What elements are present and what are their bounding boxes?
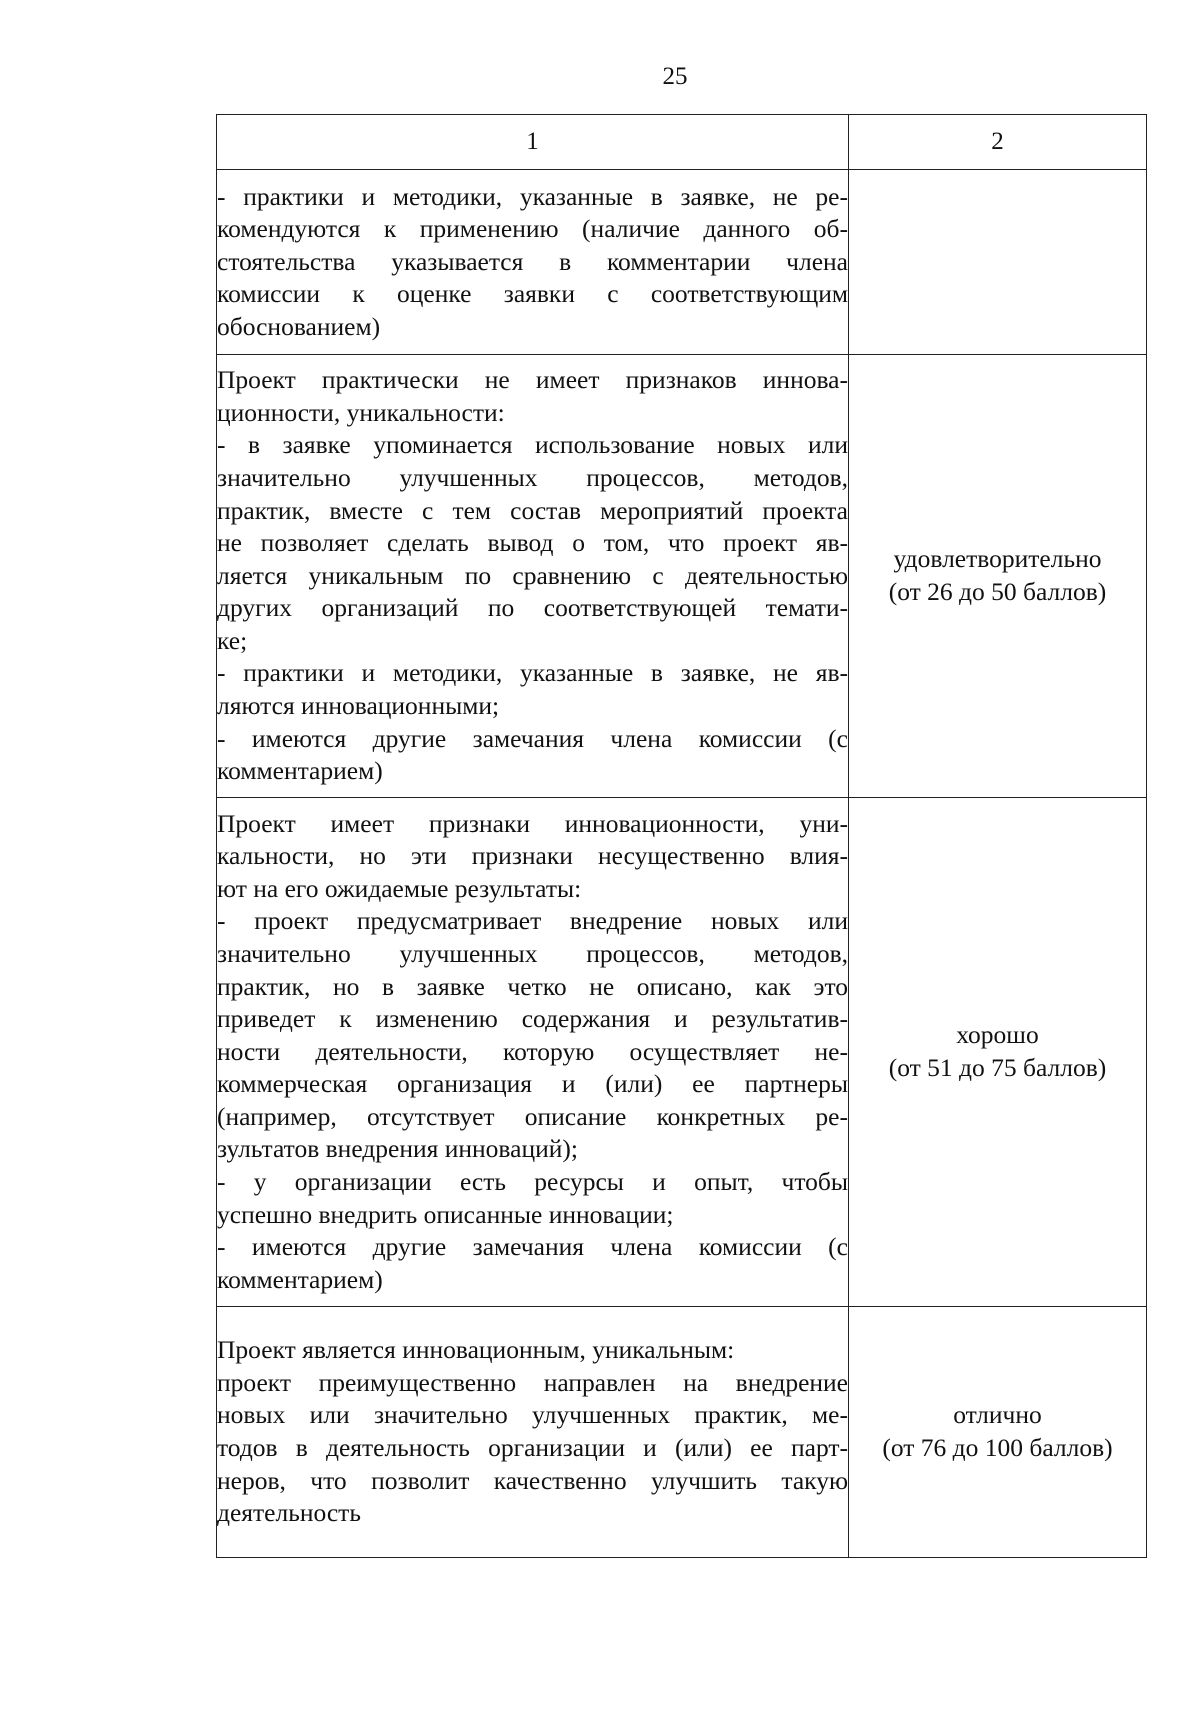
text-line: значительно улучшенных процессов, методов, [217,938,848,968]
score-rating: отлично [953,1400,1042,1430]
score-rating: хорошо [956,1020,1039,1050]
text-line: ют на его ожидаемые результаты: [217,873,582,903]
text-line: Проект имеет признаки инновационности, уни- [217,808,848,838]
score-range: (от 26 до 50 баллов) [888,577,1107,606]
text-line: - проект предусматривает внедрение новых или [217,906,848,936]
text-line: приведет к изменению содержания и результатив- [217,1004,848,1034]
text-line: зультатов внедрения инноваций); [217,1134,578,1164]
table-row [217,798,1147,1307]
column-header-1: 1 [217,115,849,170]
text-line: практик, вместе с тем состав мероприятий проекта [217,495,848,525]
score-range: (от 51 до 75 баллов) [888,1053,1107,1082]
text-line: кальности, но эти признаки несущественно влия- [217,841,848,871]
text-line: - имеются другие замечания члена комиссии (с [217,723,848,753]
text-line: - практики и методики, указанные в заявке, не яв- [217,658,848,688]
score-rating: удовлетворительно [893,544,1102,574]
text-line: проект преимущественно направлен на внедрение [217,1367,848,1397]
text-line: - у организации есть ресурсы и опыт, чтобы [217,1167,848,1197]
criteria-table [216,114,1147,1558]
page-number: 25 [662,63,688,90]
criterion-description [217,170,849,355]
text-line: неров, что позволит качественно улучшить такую [217,1465,848,1495]
table-header-row [217,115,1147,170]
text-line: ляется уникальным по сравнению с деятельностью [217,560,848,590]
criterion-description [217,798,849,1307]
text-line: стоятельства указывается в комментарии члена [217,246,848,276]
column-header-2: 2 [849,115,1147,170]
table-row [217,170,1147,355]
text-line: (например, отсутствует описание конкретных ре- [217,1101,848,1131]
text-line: Проект практически не имеет признаков иннова- [217,365,848,395]
text-line: успешно внедрить описанные инновации; [217,1199,674,1229]
text-line: комиссии к оценке заявки с соответствующим [217,279,848,309]
text-line: ности деятельности, которую осуществляет не- [217,1036,848,1066]
text-line: коммерческая организация и (или) ее партнеры [217,1069,848,1099]
text-line: обоснованием) [217,311,381,341]
text-line: - практики и методики, указанные в заявке, не ре- [217,181,848,211]
criterion-description [217,1307,849,1558]
text-line: значительно улучшенных процессов, методов, [217,462,848,492]
score-cell [849,1307,1147,1558]
text-line: ляются инновационными; [217,691,500,721]
text-line: комментарием) [217,1264,383,1294]
text-line: комендуются к применению (наличие данного об- [217,214,848,244]
text-line: ционности, уникальности: [217,397,505,427]
table-row [217,355,1147,798]
score-cell-empty [849,170,1147,355]
text-line: деятельность [217,1498,361,1528]
criterion-description [217,355,849,798]
text-line: новых или значительно улучшенных практик, ме- [217,1400,848,1430]
text-line: комментарием) [217,756,383,786]
table-row [217,1307,1147,1558]
text-line: Проект является инновационным, уникальным: [217,1335,735,1365]
text-line: ке; [217,625,248,655]
score-range: (от 76 до 100 баллов) [882,1433,1113,1462]
text-line: практик, но в заявке четко не описано, как это [217,971,848,1001]
text-line: - в заявке упоминается использование новых или [217,430,848,460]
text-line: других организаций по соответствующей темати- [217,593,848,623]
text-line: не позволяет сделать вывод о том, что проект яв- [217,528,848,558]
score-cell [849,355,1147,798]
score-cell [849,798,1147,1307]
text-line: - имеются другие замечания члена комиссии (с [217,1232,848,1262]
text-line: тодов в деятельность организации и (или) ее парт- [217,1433,848,1462]
